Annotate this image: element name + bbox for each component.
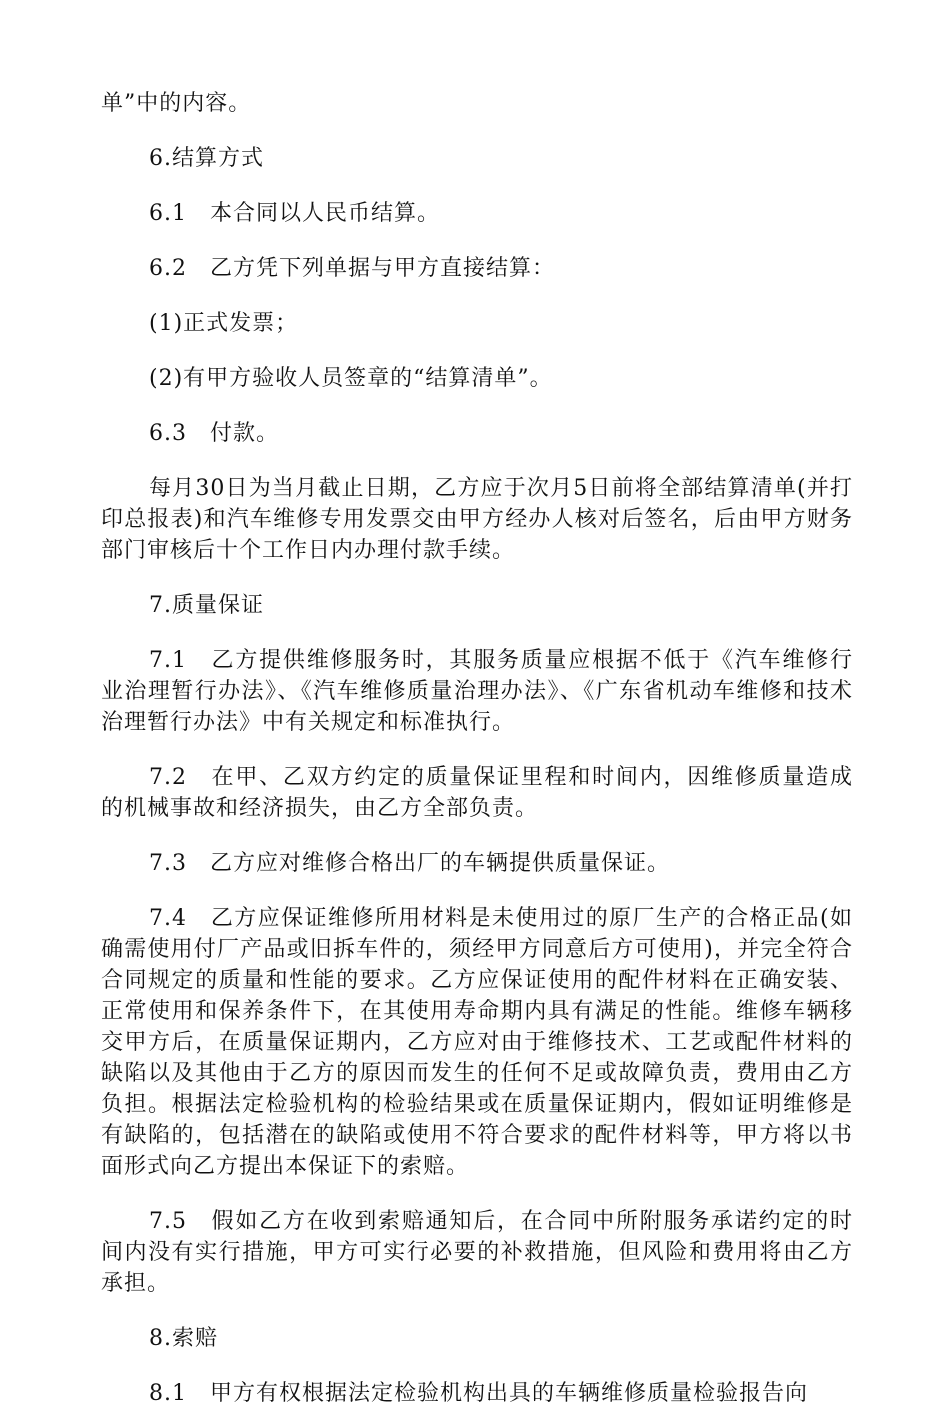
paragraph-continuation: 单”中的内容。 bbox=[101, 91, 252, 116]
clause-8-1: 8.1 甲方有权根据法定检验机构出具的车辆维修质量检验报告向 bbox=[149, 1381, 808, 1406]
clause-6-3: 6.3 付款。 bbox=[149, 421, 279, 446]
paragraph-payment-terms: 每月30日为当月截止日期，乙方应于次月5日前将全部结算清单(并打印总报表)和汽车维修专用发票交由甲方经办人核对后签名，后由甲方财务部门审核后十个工作日内办理付款手续。 bbox=[101, 476, 853, 563]
clause-7-5: 7.5 假如乙方在收到索赔通知后，在合同中所附服务承诺约定的时间内没有实行措施，甲方可实行必要的补救措施，但风险和费用将由乙方承担。 bbox=[101, 1209, 853, 1296]
clause-7-3: 7.3 乙方应对维修合格出厂的车辆提供质量保证。 bbox=[149, 851, 670, 876]
clause-6-1: 6.1 本合同以人民币结算。 bbox=[149, 201, 440, 226]
clause-6-2: 6.2 乙方凭下列单据与甲方直接结算： bbox=[149, 256, 555, 281]
document-page bbox=[101, 88, 853, 1409]
section-heading-settlement: 6.结算方式 bbox=[149, 146, 264, 171]
list-item-settlement-list: (2)有甲方验收人员签章的“结算清单”。 bbox=[149, 366, 553, 391]
section-heading-claims: 8.索赔 bbox=[149, 1326, 218, 1351]
clause-7-4: 7.4 乙方应保证维修所用材料是未使用过的原厂生产的合格正品(如确需使用付厂产品或旧拆车件的，须经甲方同意后方可使用)，并完全符合合同规定的质量和性能的要求。乙方应保证使用的配件材料在正确安装、正常使用和保养条件下，在其使用寿命期内具有满足的性能。维修车辆移交甲方后，在质量保证期内，乙方应对由于维修技术、工艺或配件材料的缺陷以及其他由于乙方的原因而发生的任何不足或故障负责，费用由乙方负担。根据法定检验机构的检验结果或在质量保证期内，假如证明维修是有缺陷的，包括潜在的缺陷或使用不符合要求的配件材料等，甲方将以书面形式向乙方提出本保证下的索赔。 bbox=[101, 906, 853, 1179]
section-heading-quality: 7.质量保证 bbox=[149, 593, 264, 618]
clause-7-2: 7.2 在甲、乙双方约定的质量保证里程和时间内，因维修质量造成的机械事故和经济损失，由乙方全部负责。 bbox=[101, 765, 853, 821]
clause-7-1: 7.1 乙方提供维修服务时，其服务质量应根据不低于《汽车维修行业治理暂行办法》、《汽车维修质量治理办法》、《广东省机动车维修和技术治理暂行办法》中有关规定和标准执行。 bbox=[101, 648, 853, 735]
list-item-invoice: (1)正式发票； bbox=[149, 311, 299, 336]
